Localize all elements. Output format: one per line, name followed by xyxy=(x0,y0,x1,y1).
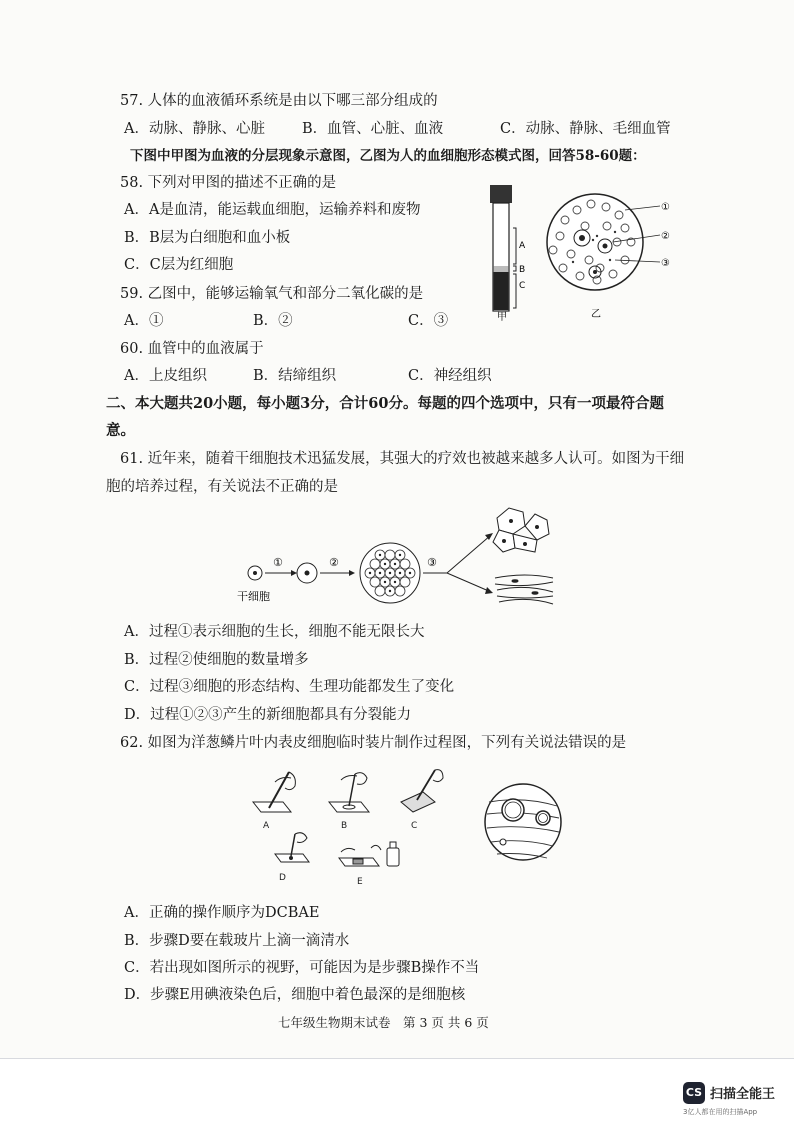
blood-smear xyxy=(547,194,670,320)
step-3: ③ xyxy=(427,556,437,569)
q62-option-d: D．步骤E用碘液染色后，细胞中着色最深的是细胞核 xyxy=(124,987,466,1003)
scan-footer-divider xyxy=(0,1058,794,1059)
step-a-panel xyxy=(253,772,295,831)
step-label-e: E xyxy=(357,877,363,887)
step-1: ① xyxy=(273,556,283,569)
q60-option-c: C．神经组织 xyxy=(408,368,492,384)
callout-2: ② xyxy=(661,231,670,242)
callout-3: ③ xyxy=(661,258,670,269)
microscope-field xyxy=(485,784,561,860)
q61-stem-line1: 61. 近年来，随着干细胞技术迅猛发展，其强大的疗效也被越来越多人认可。如图为干细 xyxy=(120,451,685,467)
q62-stem: 62. 如图为洋葱鳞片叶内表皮细胞临时装片制作过程图，下列有关说法错误的是 xyxy=(120,735,627,751)
q60-option-a: A．上皮组织 xyxy=(124,368,207,384)
q62-option-c: C．若出现如图所示的视野，可能因为是步骤B操作不当 xyxy=(124,960,480,976)
step-2: ② xyxy=(329,556,339,569)
step-d-panel xyxy=(275,833,309,883)
step-label-b: B xyxy=(341,821,348,831)
scanner-tagline: 3亿人都在用的扫描App xyxy=(683,1108,758,1116)
slide-prep-figure xyxy=(245,762,565,892)
q57-option-c: C．动脉、静脉、毛细血管 xyxy=(500,121,671,137)
q61-option-a: A．过程①表示细胞的生长，细胞不能无限长大 xyxy=(124,624,425,640)
step-label-c: C xyxy=(411,821,418,831)
intro-58-60: 下图中甲图为血液的分层现象示意图，乙图为人的血细胞形态模式图，回答58-60题： xyxy=(130,148,646,164)
page-footer: 七年级生物期末试卷 第 3 页 共 6 页 xyxy=(278,1015,489,1030)
layer-label-a: A xyxy=(519,241,526,251)
q58-option-b: B．B层为白细胞和血小板 xyxy=(124,230,291,246)
q61-stem-line2: 胞的培养过程，有关说法不正确的是 xyxy=(106,479,338,495)
blood-figure xyxy=(485,180,685,323)
step-label-a: A xyxy=(263,821,270,831)
q60-stem: 60. 血管中的血液属于 xyxy=(120,341,264,357)
step-e-panel xyxy=(339,842,399,887)
scan-footer-band xyxy=(0,1058,794,1124)
section2-line2: 意。 xyxy=(106,422,135,439)
step-b-panel xyxy=(329,773,369,831)
step-label-d: D xyxy=(279,873,286,883)
q62-option-b: B．步骤D要在载玻片上滴一滴清水 xyxy=(124,933,350,949)
cell-cluster xyxy=(360,543,420,603)
q58-stem: 58. 下列对甲图的描述不正确的是 xyxy=(120,175,337,191)
q59-option-c: C．③ xyxy=(408,313,449,329)
scanner-logo: CS xyxy=(683,1082,705,1104)
section2-line1: 二、本大题共20小题，每小题3分，合计60分。每题的四个选项中，只有一项最符合题 xyxy=(106,395,664,412)
layer-label-c: C xyxy=(519,281,526,291)
q57-option-b: B．血管、心脏、血液 xyxy=(302,121,444,137)
smear-caption: 乙 xyxy=(591,309,601,320)
layer-label-b: B xyxy=(519,265,526,275)
q61-option-b: B．过程②使细胞的数量增多 xyxy=(124,652,309,668)
test-tube xyxy=(490,185,526,323)
q57-option-a: A．动脉、静脉、心脏 xyxy=(124,121,265,137)
tube-caption: 甲 xyxy=(497,312,507,323)
q61-option-d: D．过程①②③产生的新细胞都具有分裂能力 xyxy=(124,707,412,723)
q60-option-b: B．结缔组织 xyxy=(253,368,337,384)
q58-option-a: A．A是血清，能运载血细胞，运输养料和废物 xyxy=(124,202,421,218)
callout-1: ① xyxy=(661,202,670,213)
scanner-name: 扫描全能王 xyxy=(710,1087,776,1102)
q57-stem: 57. 人体的血液循环系统是由以下哪三部分组成的 xyxy=(120,93,438,109)
q59-stem: 59. 乙图中，能够运输氧气和部分二氧化碳的是 xyxy=(120,286,424,302)
q58-option-c: C．C层为红细胞 xyxy=(124,257,234,273)
stem-cell-label: 干细胞 xyxy=(237,590,270,603)
muscle-cells xyxy=(495,575,553,604)
epithelial-cells xyxy=(493,508,549,552)
q59-option-a: A．① xyxy=(124,313,164,329)
q62-option-a: A．正确的操作顺序为DCBAE xyxy=(124,905,320,921)
q61-option-c: C．过程③细胞的形态结构、生理功能都发生了变化 xyxy=(124,679,455,695)
q59-option-b: B．② xyxy=(253,313,293,329)
stem-cell-figure xyxy=(235,500,555,612)
step-c-panel xyxy=(401,770,443,831)
